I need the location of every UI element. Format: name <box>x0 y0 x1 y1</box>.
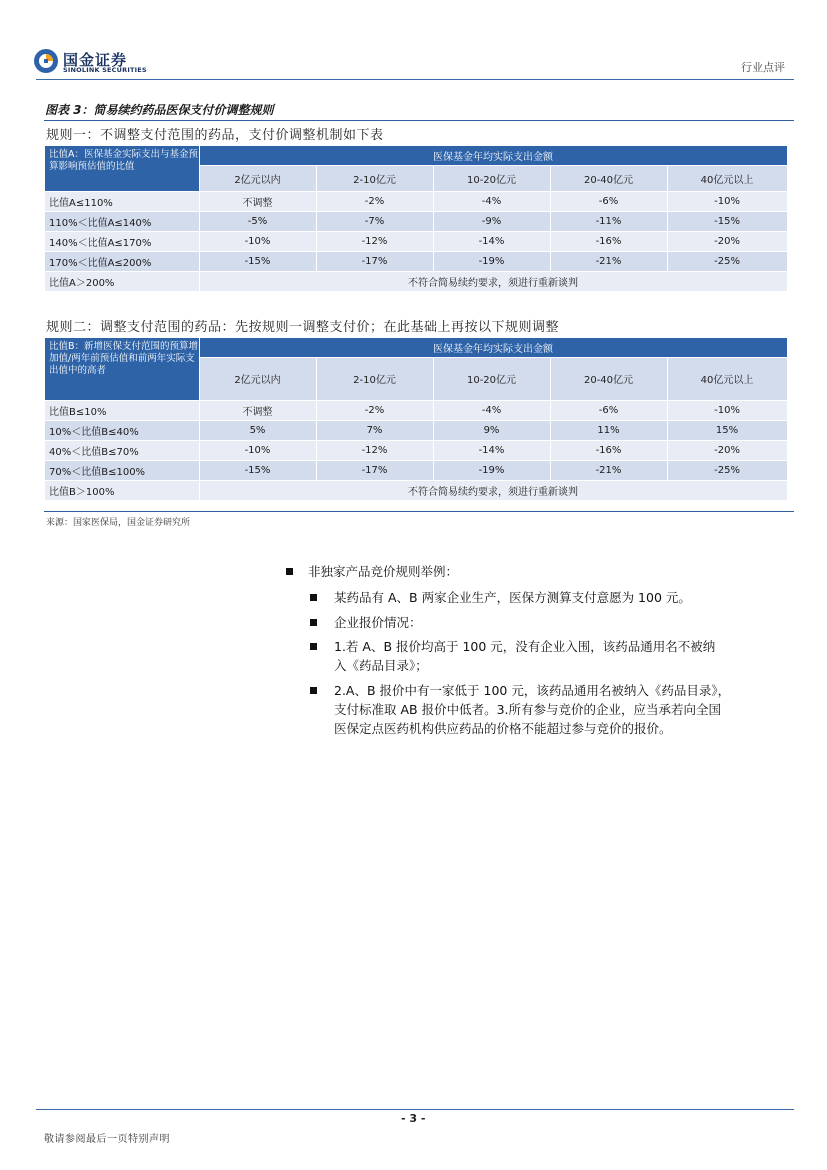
table2-col-header: 40亿元以上 <box>667 357 787 400</box>
logo-chinese-name: 国金证券 <box>63 51 128 69</box>
table-cell: -17% <box>316 460 433 480</box>
square-bullet-icon <box>310 643 317 650</box>
table-cell: 7% <box>316 420 433 440</box>
table-cell: -14% <box>433 231 550 251</box>
row-label: 比值B≤10% <box>45 400 199 420</box>
table-row <box>45 231 787 251</box>
table-cell: -14% <box>433 440 550 460</box>
row-label: 40%＜比值B≤70% <box>45 440 199 460</box>
bullet-sub-text: 1.若 A、B 报价均高于 100 元，没有企业入围，该药品通用名不被纳 <box>334 639 716 654</box>
table-cell: -21% <box>550 460 667 480</box>
table-cell: -4% <box>433 400 550 420</box>
table1-col-header: 2-10亿元 <box>316 165 433 191</box>
table-cell: -20% <box>667 231 787 251</box>
square-bullet-icon <box>310 594 317 601</box>
bullet-sub-text: 支付标准取 AB 报价中低者。3.所有参与竞价的企业，应当承若向全国 <box>334 702 722 717</box>
table1-col-header: 40亿元以上 <box>667 165 787 191</box>
table2-top-header: 医保基金年均实际支出金额 <box>199 338 787 357</box>
table-cell: -25% <box>667 460 787 480</box>
table-cell: -19% <box>433 251 550 271</box>
page-header <box>0 0 827 82</box>
table-cell: -2% <box>316 191 433 211</box>
table-cell: -10% <box>199 440 316 460</box>
table-cell: -21% <box>550 251 667 271</box>
table2-col-header: 2-10亿元 <box>316 357 433 400</box>
rule1-caption: 规则一：不调整支付范围的药品，支付价调整机制如下表 <box>46 128 384 143</box>
table-cell: -10% <box>667 400 787 420</box>
table-cell: -10% <box>199 231 316 251</box>
table2-col-header: 10-20亿元 <box>433 357 550 400</box>
table-cell: -12% <box>316 231 433 251</box>
bullet-sub-text: 2.A、B 报价中有一家低于 100 元，该药品通用名被纳入《药品目录》， <box>334 683 731 698</box>
row-label: 比值A≤110% <box>45 191 199 211</box>
table-cell: -5% <box>199 211 316 231</box>
row-label: 140%＜比值A≤170% <box>45 231 199 251</box>
table-cell: -12% <box>316 440 433 460</box>
row-label: 110%＜比值A≤140% <box>45 211 199 231</box>
table-row <box>45 460 787 480</box>
table-cell: 5% <box>199 420 316 440</box>
row-label: 70%＜比值B≤100% <box>45 460 199 480</box>
table-cell: 9% <box>433 420 550 440</box>
footer-divider <box>36 1109 794 1110</box>
report-category: 行业点评 <box>741 61 785 74</box>
table-cell: 不调整 <box>199 400 316 420</box>
page-number: - 3 - <box>401 1112 426 1125</box>
table2-left-header: 比值B：新增医保支付范围的预算增加值/两年前预估值和前两年实际支出值中的高者 <box>45 338 199 400</box>
bullet-sub-text: 某药品有 A、B 两家企业生产，医保方测算支付意愿为 100 元。 <box>334 590 691 605</box>
table-cell: -15% <box>667 211 787 231</box>
table-cell: -4% <box>433 191 550 211</box>
table-cell: 15% <box>667 420 787 440</box>
row-label: 比值A＞200% <box>45 271 199 291</box>
bullet-sub-text: 入《药品目录》； <box>334 658 428 673</box>
table1-top-header: 医保基金年均实际支出金额 <box>199 146 787 165</box>
table-cell: -10% <box>667 191 787 211</box>
company-logo <box>33 48 151 76</box>
rule2-caption: 规则二：调整支付范围的药品：先按规则一调整支付价；在此基础上再按以下规则调整 <box>46 320 560 335</box>
figure-title-divider <box>44 120 794 121</box>
table-row <box>45 191 787 211</box>
table-cell: -9% <box>433 211 550 231</box>
table1-col-header: 2亿元以内 <box>199 165 316 191</box>
table-cell: -2% <box>316 400 433 420</box>
table1-left-header: 比值A：医保基金实际支出与基金预算影响预估值的比值 <box>45 146 199 191</box>
row-label: 10%＜比值B≤40% <box>45 420 199 440</box>
table2-col-header: 2亿元以内 <box>199 357 316 400</box>
table-cell: -7% <box>316 211 433 231</box>
figure-title: 图表 3：简易续约药品医保支付价调整规则 <box>45 103 274 117</box>
table-cell: -6% <box>550 400 667 420</box>
table-merged-cell: 不符合简易续约要求，须进行重新谈判 <box>199 271 787 291</box>
footer-disclaimer: 敬请参阅最后一页特别声明 <box>44 1134 170 1145</box>
logo-english-name: SINOLINK SECURITIES <box>63 66 147 74</box>
table-row <box>45 271 787 291</box>
table-cell: -15% <box>199 460 316 480</box>
table-row <box>45 400 787 420</box>
table-cell: -20% <box>667 440 787 460</box>
square-bullet-icon <box>310 687 317 694</box>
table-cell: -11% <box>550 211 667 231</box>
table-cell: 不调整 <box>199 191 316 211</box>
table-cell: -19% <box>433 460 550 480</box>
table1-col-header: 10-20亿元 <box>433 165 550 191</box>
table-cell: -16% <box>550 440 667 460</box>
header-divider <box>36 79 794 80</box>
rule2-table <box>45 338 788 501</box>
table-row <box>45 211 787 231</box>
table-cell: 11% <box>550 420 667 440</box>
table-row <box>45 440 787 460</box>
table1-col-header: 20-40亿元 <box>550 165 667 191</box>
table-cell: -15% <box>199 251 316 271</box>
square-bullet-icon <box>310 619 317 626</box>
row-label: 170%＜比值A≤200% <box>45 251 199 271</box>
row-label: 比值B＞100% <box>45 480 199 500</box>
table-row <box>45 251 787 271</box>
table2-col-header: 20-40亿元 <box>550 357 667 400</box>
bullet-main-text: 非独家产品竞价规则举例： <box>308 564 459 579</box>
bullet-sub-text: 医保定点医药机构供应药品的价格不能超过参与竞价的报价。 <box>334 721 672 736</box>
table-row <box>45 420 787 440</box>
bullet-sub-text: 企业报价情况： <box>334 615 422 630</box>
table-cell: -16% <box>550 231 667 251</box>
rule1-table <box>45 146 788 292</box>
table-cell: -25% <box>667 251 787 271</box>
table-row <box>45 480 787 500</box>
logo-mark-icon <box>33 48 59 74</box>
figure-source: 来源：国家医保局，国金证券研究所 <box>46 518 191 528</box>
table-cell: -6% <box>550 191 667 211</box>
square-bullet-icon <box>286 568 293 575</box>
table-merged-cell: 不符合简易续约要求，须进行重新谈判 <box>199 480 787 500</box>
source-divider <box>44 511 794 512</box>
table-cell: -17% <box>316 251 433 271</box>
